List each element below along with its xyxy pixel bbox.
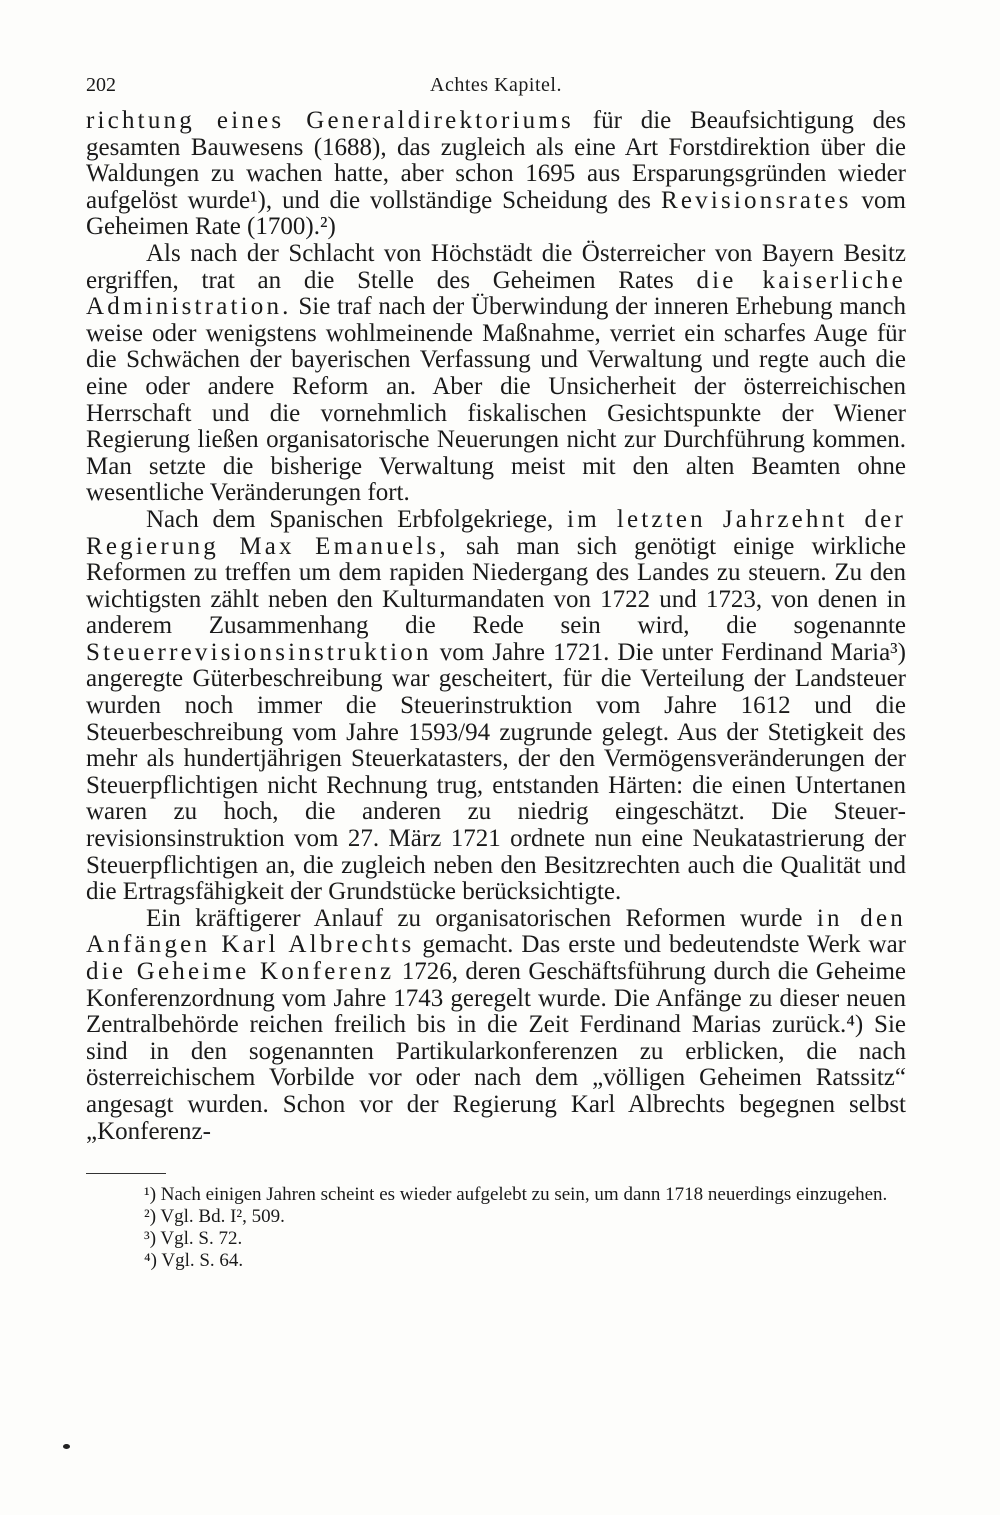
text-run: gemacht. Das erste und bedeutendste Werk war [414,931,907,959]
paragraph [86,507,906,906]
text-run: vom Geheimen Rate (1700).²) [86,186,906,241]
spaced-emphasis: in den Anfängen Karl Albrechts [86,904,907,959]
spaced-emphasis: Steuerrevisionsinstruktion [86,638,432,666]
ink-smudge [63,1444,70,1449]
spaced-emphasis: die Geheime Konferenz [86,958,395,985]
text-run: vom Jahre 1721. Die unter Ferdinand Maria³) angeregte Güterbeschreibung war gescheitert, für die Verteilung der Landsteuer wurden noch immer die Steuerinstruktion vom Jahre 1612 und die Steuerbeschreibung vom Jahre 1593/94 zugrunde gelegt. Aus der Stetigkeit des mehr als hundertjährigen Steuerkatasters, der den Vermögensveränderungen der Steuerpflichtigen nicht Rechnung trug, entstanden Härten: die einen Untertanen waren zu hoch, die anderen zu niedrig eingeschätzt. Die Steuerrevisionsinstruktion vom 27. März 1721 ordnete nun eine Neukatastrierung der Steuerpflichtigen an, die zugleich neben den Besitzrechten auch die Qualität und die Ertragsfähigkeit der Grundstücke berücksichtigte. [86,638,906,906]
spaced-emphasis: Revisionsrates [660,186,852,214]
text-run: 1726, deren Geschäftsführung durch die Geheime Konferenzordnung vom Jahre 1743 geregelt wurde. Die Anfänge zu dieser neuen Zentralbehörde reichen freilich bis in die Zeit Ferdinand Marias zurück.⁴) Sie sind in den sogenannten Partikularkonferenzen zu erblicken, die nach österreichischem Vorbilde vor oder nach dem „völligen Geheimen Ratssitz“ angesagt wurden. Schon vor der Regierung Karl Albrechts begegnen selbst „Konferenz- [86,958,906,1145]
chapter-title: Achtes Kapitel. [430,74,562,96]
book-page [86,74,906,1272]
footnote: ²) Vgl. Bd. I², 509. [144,1206,285,1228]
footnote: ⁴) Vgl. S. 64. [144,1250,244,1272]
paragraph [86,906,906,1145]
text-run: für die Beaufsichtigung des gesamten Bauwesens (1688), das zugleich als eine Art Forstdirektion über die Waldungen zu wachen hatte, aber schon 1695 aus Ersparungsgründen wieder aufgelöst wurde¹), und die vollständige Scheidung des [86,107,907,214]
text-run: Nach dem Spanischen Erbfolgekriege, [146,505,568,533]
paragraph [86,241,906,507]
text-run: Als nach der Schlacht von Höchstädt die Österreicher von Bayern Besitz ergriffen, trat an die Stelle des Geheimen Rates [86,239,906,294]
text-run: Ein kräftigerer Anlauf zu organisatorischen Reformen wurde [146,904,817,932]
footnote: ³) Vgl. S. 72. [144,1228,243,1250]
running-header [86,74,906,108]
spaced-emphasis: die kaiserliche Administration. [86,266,906,321]
spaced-emphasis: im letzten Jahrzehnt der Regierung Max Emanuels, [86,505,906,560]
text-run: Sie traf nach der Überwindung der inneren Erhebung manch weise oder wenigstens wohlmeinende Maßnahme, verriet ein scharfes Auge für die Schwächen der bayerischen Verfassung und Verwaltung und regte auch die eine oder andere Reform an. Aber die Unsicherheit der österreichischen Herrschaft und die vornehmlich fiskalischen Gesichtspunkte der Wiener Regierung ließen organisatorische Neuerungen nicht zur Durchführung kommen. Man setzte die bisherige Verwaltung meist mit den alten Beamten ohne wesentliche Veränderungen fort. [86,293,906,507]
paragraph [86,108,906,241]
page-number: 202 [86,74,116,96]
footnote: ¹) Nach einigen Jahren scheint es wieder aufgelebt zu sein, um dann 1718 neuerdings einzugehen. [144,1184,888,1206]
footnote-divider [86,1173,166,1174]
spaced-emphasis: richtung eines Generaldirektoriums [86,107,574,134]
text-run: sah man sich genötigt einige wirkliche Reformen zu treffen um dem rapiden Niedergang des Landes zu steuern. Zu den wichtigsten zählt neben den Kulturmandaten von 1722 und 1723, von denen in anderem Zusammenhang die Rede sein wird, die sogenannte [86,532,906,640]
